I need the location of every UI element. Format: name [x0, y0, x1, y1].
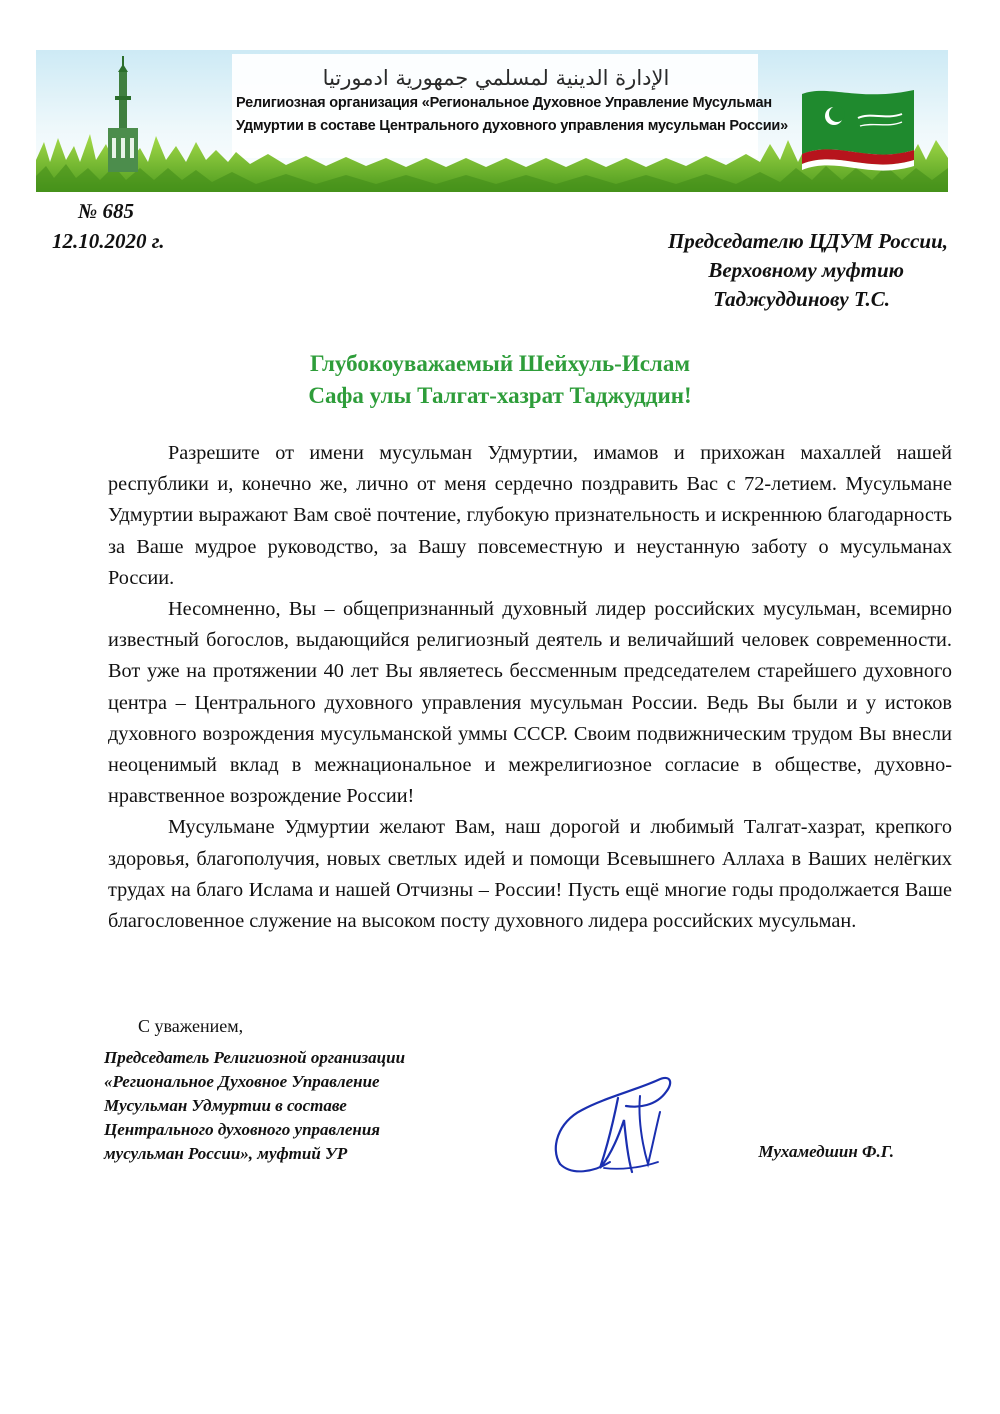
signer-name: Мухамедшин Ф.Г.: [758, 1142, 894, 1161]
handwritten-signature: [548, 1068, 678, 1180]
banner-titles: [236, 56, 788, 160]
signer-title-line: Центрального духовного управления: [104, 1120, 381, 1139]
addressee-line-2: Верховному муфтию: [708, 258, 904, 282]
signer-title-block: [104, 1046, 524, 1166]
body-paragraph: Несомненно, Вы – общепризнанный духовный лидер российских мусульман, всемирно известный богослов, выдающийся религиозный деятель и величайший человек современности. Вот уже на протяжении 40 лет Вы являетесь бессменным председателем старейшего духовного центра – Центрального духовного управления мусульман России. Ведь Вы были и у истоков духовного возрождения мусульманской уммы СССР. Своим подвижническим трудом Вы внесли неоценимый вклад в межнациональное и межрелигиозное согласие в обществе, духовно-нравственное возрождение России!: [108, 598, 952, 808]
signer-title-line: «Региональное Духовное Управление: [104, 1072, 380, 1091]
signer-title-line: мусульман России», муфтий УР: [104, 1144, 348, 1163]
closing-regards: С уважением,: [138, 1016, 244, 1036]
letterhead-banner: [36, 50, 948, 192]
minaret-logo-icon: [100, 56, 146, 178]
org-title-line-2: Удмуртии в составе Центрального духовного управления мусульман России»: [236, 118, 788, 134]
addressee-line-1: Председателю ЦДУМ России,: [667, 229, 948, 253]
org-title-line-1: Религиозная организация «Региональное Духовное Управление Мусульман: [236, 95, 772, 111]
document-date: 12.10.2020 г.: [52, 229, 165, 253]
letter-body: [108, 438, 952, 937]
greeting-line-2: Сафа улы Талгат-хазрат Таджуддин!: [308, 383, 692, 408]
green-flag-icon: [798, 80, 918, 180]
arabic-org-title: الإدارة الدينية لمسلمي جمهورية ادمورتيا: [322, 66, 670, 90]
signer-title-line: Председатель Религиозной организации: [104, 1048, 406, 1067]
document-number: № 685: [78, 199, 134, 223]
greeting-line-1: Глубокоуважаемый Шейхуль-Ислам: [309, 351, 690, 376]
addressee-line-3: Таджуддинову Т.С.: [713, 287, 890, 311]
signer-title-line: Мусульман Удмуртии в составе: [104, 1096, 347, 1115]
body-paragraph: Разрешите от имени мусульман Удмуртии, имамов и прихожан махаллей нашей республики и, конечно же, лично от меня сердечно поздравить Вас с 72-летием. Мусульмане Удмуртии выражают Вам своё почтение, глубокую признательность и искреннюю благодарность за Ваше мудрое руководство, за Вашу повсеместную и неустанную заботу о мусульманах России.: [108, 442, 952, 589]
body-paragraph: Мусульмане Удмуртии желают Вам, наш дорогой и любимый Талгат-хазрат, крепкого здоровья, благополучия, новых светлых идей и помощи Всевышнего Аллаха в Ваших нелёгких трудах на благо Ислама и нашей Отчизны – России! Пусть ещё многие годы продолжается Ваше благословенное служение на высоком посту духовного лидера российских мусульман.: [108, 816, 952, 933]
